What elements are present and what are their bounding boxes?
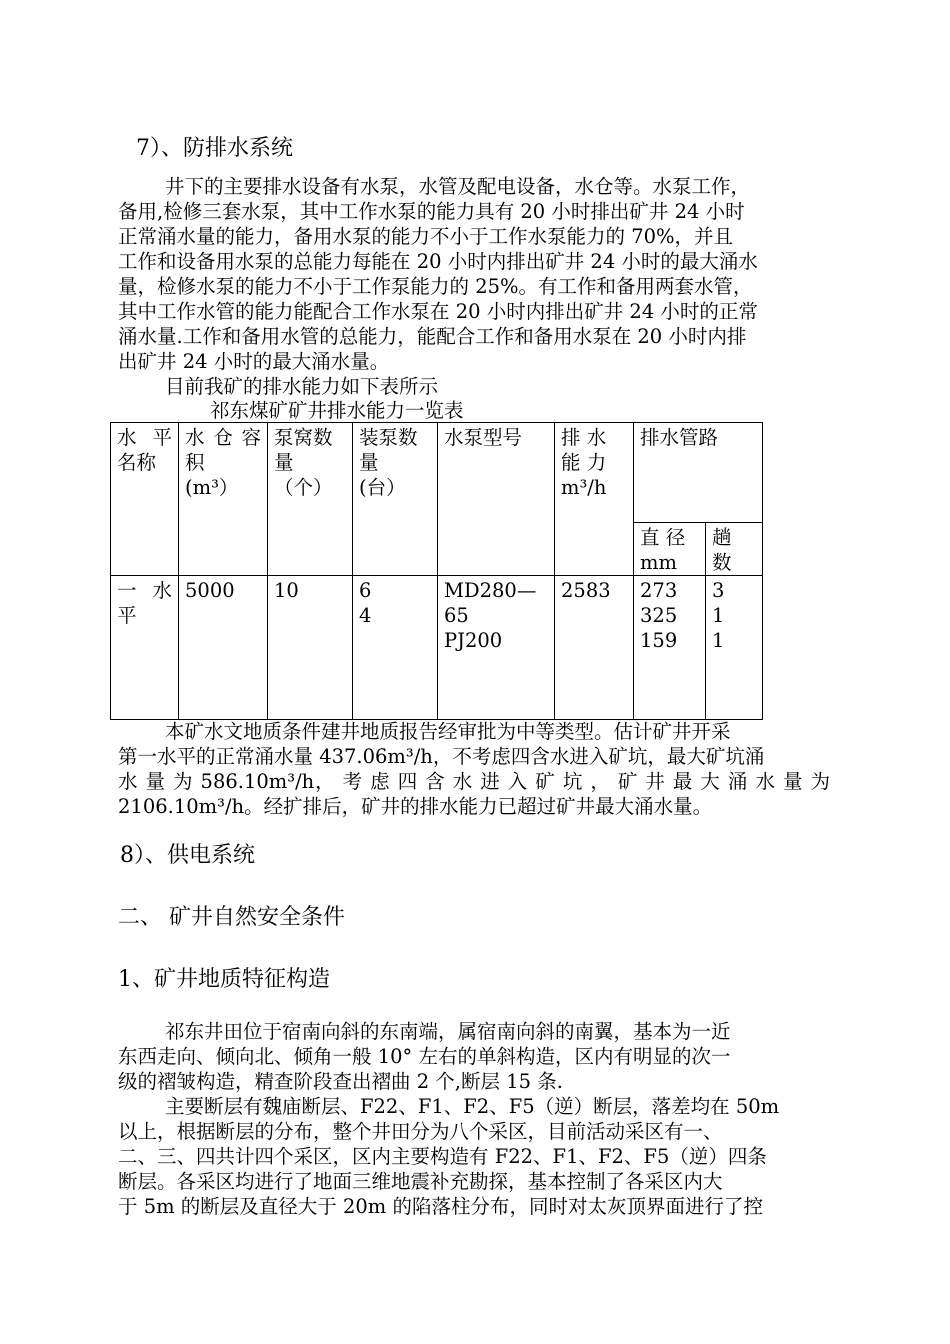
text-line: 以上，根据断层的分布，整个井田分为八个采区，目前活动采区有一、 (118, 1120, 723, 1143)
cell-sump: 5000 (179, 576, 268, 720)
header-installed-pumps: 装泵数 量 (台） (353, 423, 438, 576)
text-line: 出矿井 24 小时的最大涌水量。 (118, 350, 390, 373)
text-line: 量，检修水泵的能力不小于工作泵能力的 25%。有工作和备用两套水管， (118, 275, 753, 298)
faults-paragraph (118, 1094, 830, 1219)
header-pump-chambers: 泵窝数 量 （个） (268, 423, 353, 576)
table-title: 祁东煤矿矿井排水能力一览表 (210, 399, 464, 422)
header-level: 水平 名称 (111, 423, 179, 576)
section-1-heading: 1、矿井地质特征构造 (118, 967, 330, 992)
text-line: 工作和设备用水泵的总能力每能在 20 小时内排出矿井 24 小时的最大涌水 (118, 250, 758, 273)
table-intro: 目前我矿的排水能力如下表所示 (165, 375, 439, 398)
geology-paragraph (118, 1019, 830, 1094)
cell-pump-chambers: 10 (268, 576, 353, 720)
text-line: 东西走向、倾向北、倾角一般 10° 左右的单斜构造，区内有明显的次一 (118, 1045, 731, 1068)
cell-level: 一 水 平 (111, 576, 179, 720)
cell-diameter: 273 325 159 (634, 576, 706, 720)
part-2-heading: 二、 矿井自然安全条件 (118, 905, 345, 930)
drainage-paragraph (118, 174, 830, 374)
header-pipeline: 排水管路 (634, 423, 763, 523)
table-row (111, 576, 763, 720)
text-line: 主要断层有魏庙断层、F22、F1、F2、F5（逆）断层，落差均在 50m (165, 1095, 780, 1118)
text-line: 涌水量.工作和备用水管的总能力，能配合工作和备用水泵在 20 小时内排 (118, 325, 747, 348)
header-runs: 趟 数 (706, 523, 763, 576)
cell-capacity: 2583 (555, 576, 634, 720)
header-pump-model: 水泵型号 (438, 423, 555, 576)
text-line: 祁东井田位于宿南向斜的东南端，属宿南向斜的南翼，基本为一近 (165, 1020, 731, 1043)
text-line: 备用,检修三套水泵，其中工作水泵的能力具有 20 小时排出矿井 24 小时 (118, 200, 745, 223)
text-line: 正常涌水量的能力，备用水泵的能力不小于工作水泵能力的 70%，并且 (118, 225, 734, 248)
text-line: 第一水平的正常涌水量 437.06m³/h，不考虑四含水进入矿坑，最大矿坑涌 (118, 745, 765, 768)
text-line: 级的褶皱构造，精查阶段查出褶曲 2 个,断层 15 条. (118, 1070, 563, 1093)
header-diameter: 直 径 mm (634, 523, 706, 576)
cell-installed-pumps: 6 4 (353, 576, 438, 720)
text-line: 其中工作水管的能力能配合工作水泵在 20 小时内排出矿井 24 小时的正常 (118, 300, 758, 323)
header-capacity: 排 水 能 力 m³/h (555, 423, 634, 576)
hydrogeology-paragraph (118, 719, 830, 819)
cell-pump-model: MD280— 65 PJ200 (438, 576, 555, 720)
text-line: 二、三、四共计四个采区，区内主要构造有 F22、F1、F2、F5（逆）四条 (118, 1145, 767, 1168)
cell-runs: 3 1 1 (706, 576, 763, 720)
section-7-heading: 7）、防排水系统 (136, 136, 293, 161)
text-line: 2106.10m³/h。经扩排后，矿井的排水能力已超过矿井最大涌水量。 (118, 795, 713, 818)
section-8-heading: 8）、供电系统 (120, 843, 255, 868)
drainage-capacity-table (110, 422, 763, 720)
text-line: 井下的主要排水设备有水泵，水管及配电设备，水仓等。水泵工作， (165, 175, 751, 198)
text-line: 于 5m 的断层及直径大于 20m 的陷落柱分布，同时对太灰顶界面进行了控 (118, 1195, 763, 1218)
text-line: 本矿水文地质条件建井地质报告经审批为中等类型。估计矿井开采 (165, 720, 731, 743)
header-sump: 水仓容 积 (m³） (179, 423, 268, 576)
text-line: 水 量 为 586.10m³/h， 考 虑 四 含 水 进 入 矿 坑 ， 矿 井 最 大 涌 水 量 为 (118, 770, 830, 793)
text-line: 断层。各采区均进行了地面三维地震补充勘探，基本控制了各采区内大 (118, 1170, 723, 1193)
